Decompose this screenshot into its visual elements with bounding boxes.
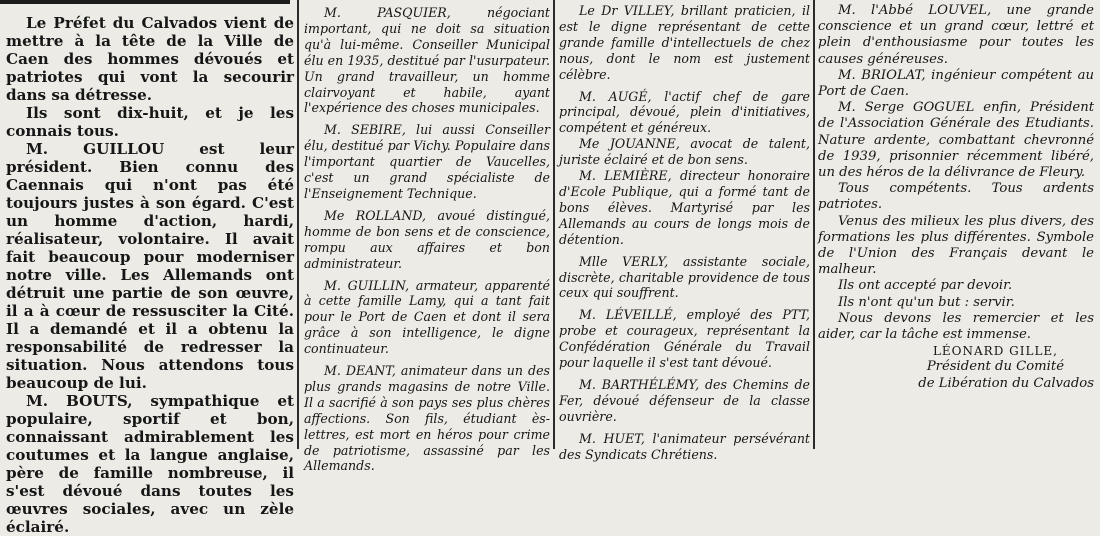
paragraph: Me ROLLAND, avoué distingué, homme de bon sens et de conscience, rompu aux affaires et bon administrateur. (304, 207, 550, 271)
paragraph: Le Préfet du Calvados vient de mettre à la tête de la Ville de Caen des hommes dévoués et patriotes qui vont la secourir dans sa détresse. (6, 14, 294, 104)
paragraph: Mlle VERLY, assistante sociale, discrète, charitable providence de tous ceux qui souffrent. (559, 253, 810, 301)
paragraph: Nous devons les remercier et les aider, car la tâche est immense. (818, 310, 1094, 343)
column-rule (297, 0, 299, 449)
column-3 (559, 0, 810, 462)
paragraph: M. l'Abbé LOUVEL, une grande conscience et un grand cœur, lettré et plein d'enthousiasme pour toutes les causes généreuses. (818, 3, 1094, 67)
column-1 (6, 0, 294, 536)
paragraph: Venus des milieux les plus divers, des formations les plus différentes. Symbole de l'Union des Français devant le malheur. (818, 213, 1094, 278)
column-rule (813, 0, 815, 449)
signature-title: Président du Comité (926, 359, 1064, 375)
paragraph: Le Dr VILLEY, brillant praticien, il est le digne représentant de cette grande famille d'intellectuels de chez nous, dont le nom est justement célèbre. (559, 3, 810, 82)
paragraph: M. BOUTS, sympathique et populaire, sportif et bon, connaissant admirablement les coutumes et la langue anglaise, père de famille nombreuse, il s'est dévoué dans toutes les œuvres sociales, avec un zèle éclairé. (6, 392, 294, 536)
paragraph: M. DEANT, animateur dans un des plus grands magasins de notre Ville. Il a sacrifié à son pays ses plus chères affections. Son fils, étudiant ès-lettres, est mort en héros pour crime de patriotisme, assassiné par les Allemands. (304, 363, 550, 474)
paragraph: M. Serge GOGUEL enfin, Président de l'Association Générale des Etudiants. Nature ardente, combattant chevronné de 1939, prisonnier récemment libéré, un des héros de la délivrance de Fleury. (818, 100, 1094, 181)
paragraph: M. GUILLIN, armateur, apparenté à cette famille Lamy, qui a tant fait pour le Port de Caen et dont il sera grâce à son intelligence, le digne continuateur. (304, 277, 550, 357)
column-2 (304, 0, 550, 474)
paragraph: M. SEBIRE, lui aussi Conseiller élu, destitué par Vichy. Populaire dans l'important quartier de Vaucelles, c'est un grand spécialiste de l'Enseignement Technique. (304, 122, 550, 201)
paragraph: M. PASQUIER, négociant important, qui ne doit sa situation qu'à lui-même. Conseiller Municipal élu en 1935, destitué par l'usurpateur. Un grand travailleur, un homme clairvoyant et habile, ayant l'expérience des choses municipales. (304, 5, 550, 116)
paragraph: Me JOUANNE, avocat de talent, juriste éclairé et de bon sens. (559, 136, 810, 168)
paragraph: Tous compétents. Tous ardents patriotes. (818, 181, 1094, 213)
paragraph: Ils ont accepté par devoir. (838, 278, 1013, 294)
column-rule (553, 0, 555, 449)
paragraph: M. LEMIÈRE, directeur honoraire d'Ecole Publique, qui a formé tant de bons élèves. Martyrisé par les Allemands au cours de longs mois de détention. (559, 168, 810, 247)
paragraph: M. LÉVEILLÉ, employé des PTT, probe et courageux, représentant la Confédération Générale du Travail pour laquelle il s'est tant dévoué. (559, 307, 810, 371)
column-4 (818, 0, 1094, 449)
paragraph: M. BARTHÉLÉMY, des Chemins de Fer, dévoué défenseur de la classe ouvrière. (559, 376, 810, 424)
paragraph: M. HUET, l'animateur persévérant des Syndicats Chrétiens. (559, 430, 810, 462)
paragraph: M. AUGÉ, l'actif chef de gare principal, dévoué, plein d'initiatives, compétent et généreux. (559, 88, 810, 136)
paragraph: Ils sont dix-huit, et je les connais tous. (6, 104, 294, 140)
signature-name: LÉONARD GILLE, (932, 344, 1058, 359)
paragraph: M. BRIOLAT, ingénieur compétent au Port de Caen. (818, 67, 1094, 100)
signature-title: de Libération du Calvados (918, 375, 1094, 391)
paragraph: M. GUILLOU est leur président. Bien connu des Caennais qui n'ont pas été toujours justes à son égard. C'est un homme d'action, hardi, réalisateur, volontaire. Il avait fait beaucoup pour moderniser notre ville. Les Allemands ont détruit une partie de son œuvre, il a à cœur de ressusciter la Cité. Il a demandé et il a obtenu la responsabilité de redresser la situation. Nous attendons tous beaucoup de lui. (6, 140, 294, 392)
paragraph: Ils n'ont qu'un but : servir. (838, 294, 1015, 310)
